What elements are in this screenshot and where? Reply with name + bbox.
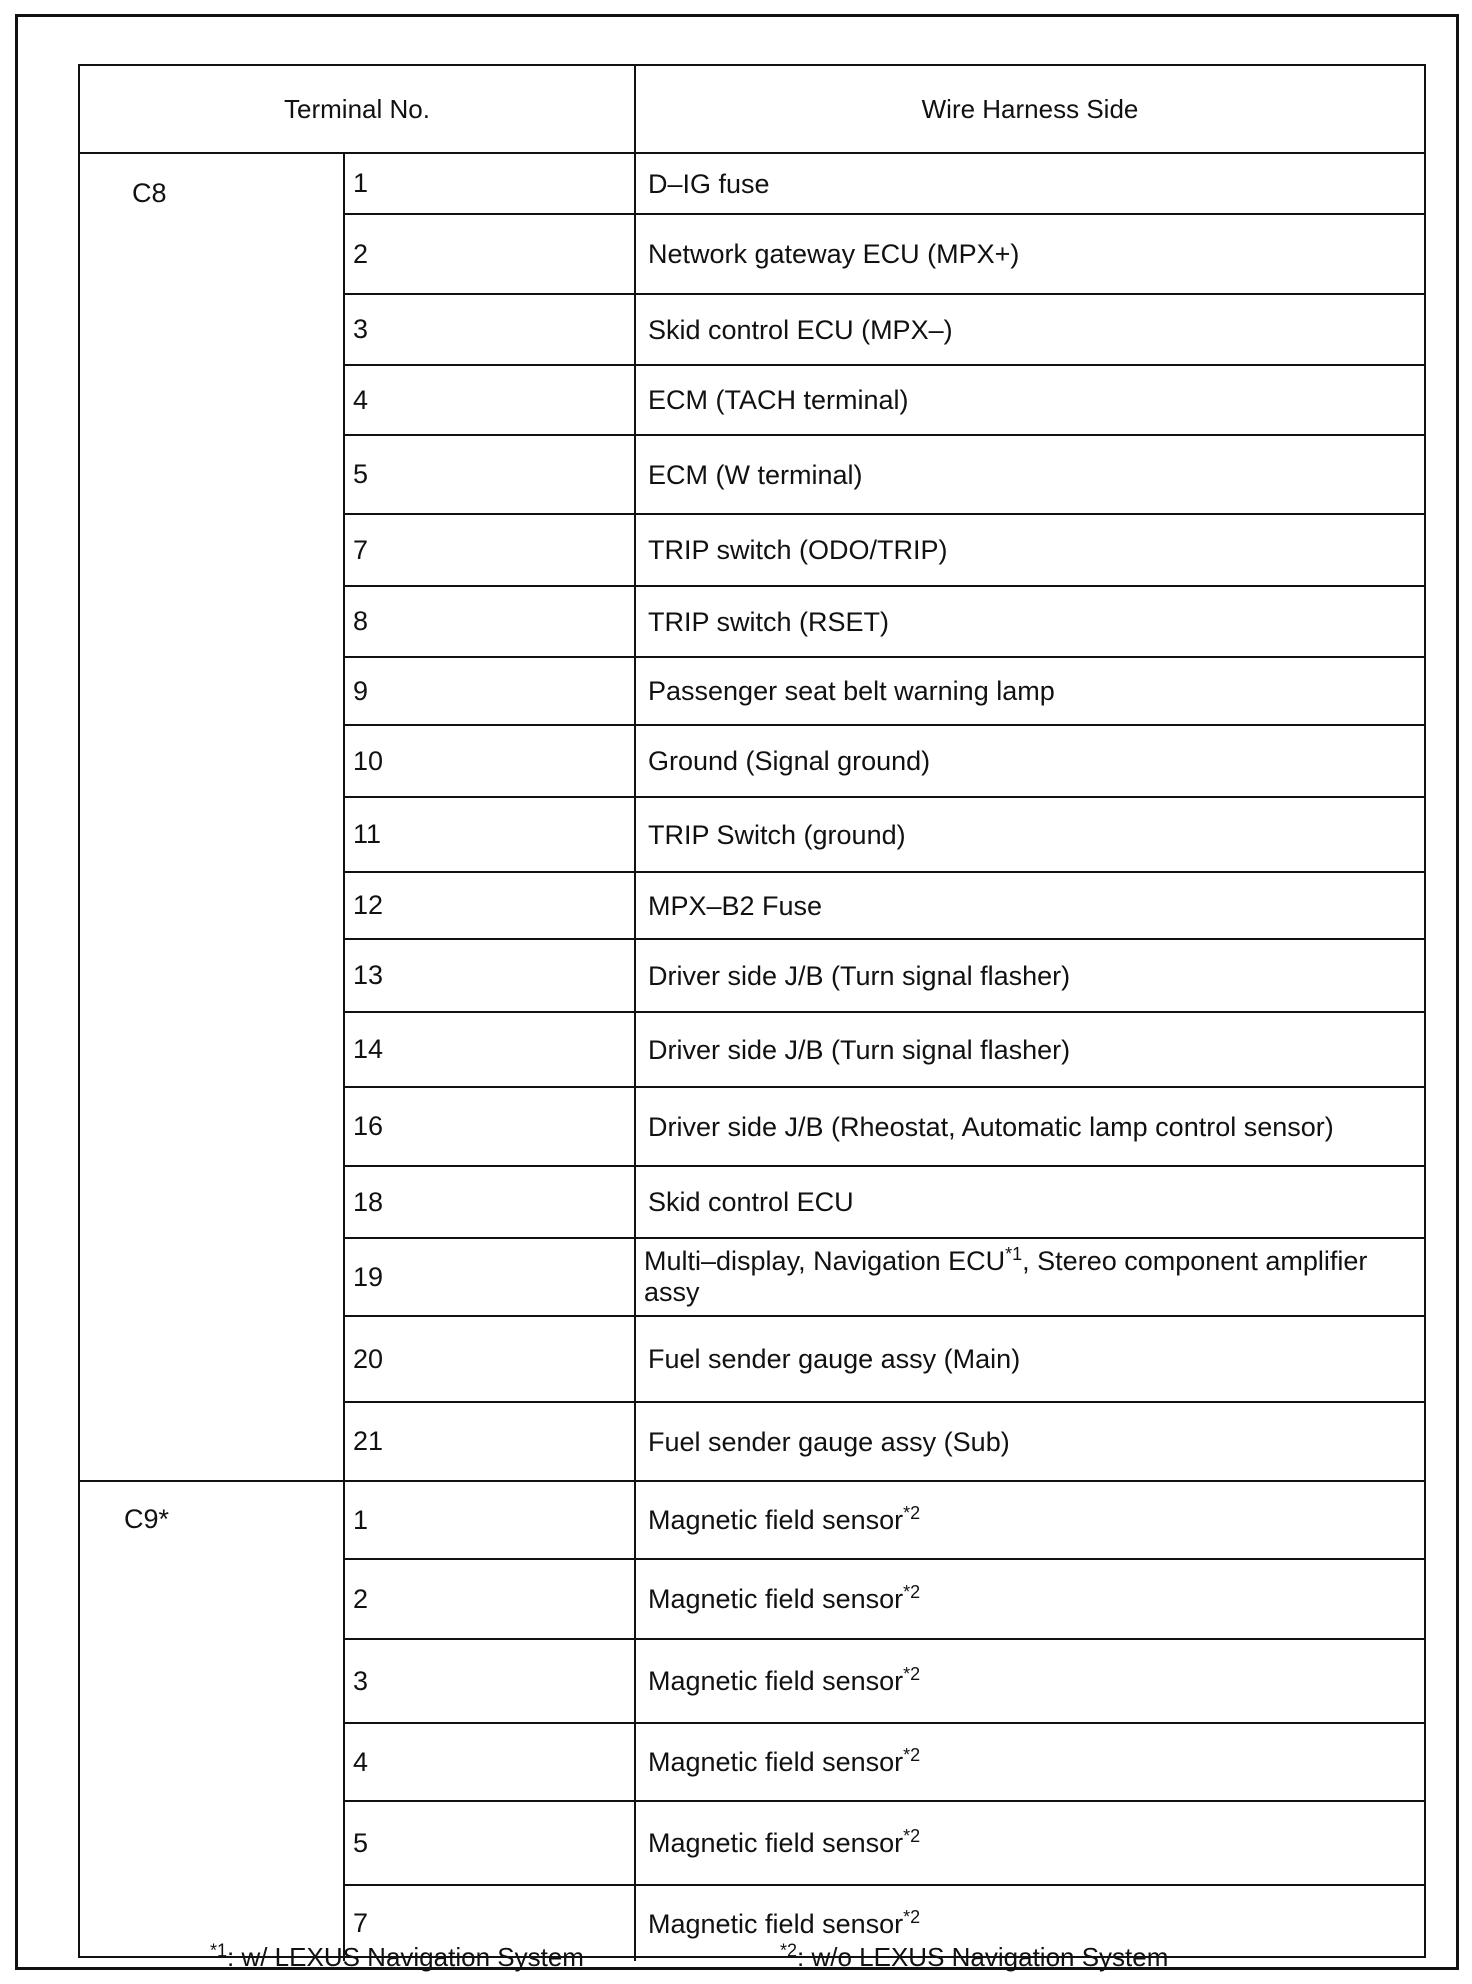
connector-label: C9*	[124, 1504, 170, 1534]
wire-harness-side-cell	[636, 1640, 1424, 1722]
description-text: Magnetic field sensor	[648, 1505, 904, 1535]
table-row	[345, 1167, 1424, 1239]
table-row	[345, 726, 1424, 798]
description-text: Magnetic field sensor	[648, 1584, 904, 1614]
footnote-ref: *2	[903, 1906, 921, 1927]
terminal-pin: 7	[345, 515, 636, 585]
table-row	[345, 215, 1424, 295]
terminal-pin: 9	[345, 658, 636, 724]
wire-harness-text	[648, 1424, 1010, 1460]
table-row	[345, 1560, 1424, 1640]
wire-harness-text	[648, 382, 909, 418]
table-row	[345, 1013, 1424, 1088]
terminal-pin: 2	[345, 215, 636, 293]
terminal-pin: 3	[345, 295, 636, 364]
footnote-ref: *2	[903, 1582, 921, 1602]
wire-harness-side-cell	[636, 873, 1424, 938]
wire-harness-side-cell	[636, 1802, 1424, 1884]
terminal-pin: 1	[345, 1482, 636, 1558]
wire-harness-text	[648, 1663, 920, 1699]
wire-harness-side-cell	[636, 798, 1424, 871]
terminal-pin: 1	[345, 154, 636, 213]
terminal-pin: 8	[345, 587, 636, 656]
wire-harness-side-cell	[636, 366, 1424, 434]
wire-harness-text	[648, 457, 863, 493]
wire-harness-text	[648, 958, 1070, 994]
wire-harness-side-cell	[636, 1724, 1424, 1800]
description-text: ECM (W terminal)	[648, 459, 863, 490]
table-row	[345, 515, 1424, 587]
connector-c8-cell	[80, 154, 345, 1482]
terminal-pin: 11	[345, 798, 636, 871]
description-text: Passenger seat belt warning lamp	[648, 676, 1055, 706]
table-row	[345, 1317, 1424, 1403]
wire-harness-text	[648, 1581, 920, 1617]
footnote-1	[210, 1942, 584, 1973]
wire-harness-text	[648, 166, 770, 202]
table-row	[345, 1088, 1424, 1167]
terminal-table	[78, 64, 1426, 1961]
terminal-pin: 13	[345, 940, 636, 1011]
footnote-mark: *1	[210, 1940, 228, 1961]
terminal-pin: 5	[345, 1802, 636, 1884]
wire-harness-side-cell	[636, 515, 1424, 585]
description-text: D–IG fuse	[648, 168, 770, 199]
wire-harness-text	[648, 532, 948, 568]
wire-harness-text	[648, 1184, 854, 1220]
table-row	[345, 587, 1424, 658]
wire-harness-side-cell	[636, 1560, 1424, 1638]
terminal-pin: 4	[345, 366, 636, 434]
description-text: TRIP Switch (ground)	[648, 819, 906, 850]
table-row	[345, 658, 1424, 726]
table-row	[345, 1802, 1424, 1886]
footnote-ref: *2	[903, 1664, 921, 1684]
wire-harness-text	[644, 1246, 1416, 1308]
wire-harness-side-cell	[636, 658, 1424, 724]
connector-c9-cell	[80, 1482, 345, 1961]
wire-harness-side-cell	[636, 295, 1424, 364]
connector-label: C8	[132, 178, 167, 208]
terminal-pin: 7	[345, 1886, 636, 1961]
wire-harness-side-cell	[636, 436, 1424, 513]
wire-harness-text	[648, 604, 889, 640]
footnotes	[60, 1940, 1408, 1978]
header-wire-harness-side: Wire Harness Side	[636, 66, 1424, 154]
wire-harness-side-cell	[636, 1239, 1424, 1315]
wire-harness-text	[648, 673, 1055, 709]
footnote-ref: *2	[903, 1745, 921, 1765]
terminal-pin: 4	[345, 1724, 636, 1800]
wire-harness-text	[648, 1341, 1020, 1377]
terminal-pin: 3	[345, 1640, 636, 1722]
footnote-mark: *2	[780, 1940, 798, 1961]
table-row	[345, 1640, 1424, 1724]
wire-harness-side-cell	[636, 215, 1424, 293]
wire-harness-side-cell	[636, 726, 1424, 796]
table-row	[345, 940, 1424, 1013]
table-row	[345, 295, 1424, 366]
terminal-pin: 14	[345, 1013, 636, 1086]
table-row	[345, 366, 1424, 436]
table-row	[345, 154, 1424, 215]
wire-harness-side-cell	[636, 154, 1424, 213]
description-text: TRIP switch (RSET)	[648, 606, 890, 637]
table-row	[345, 436, 1424, 515]
wire-harness-side-cell	[636, 1403, 1424, 1480]
description-text: ECM (TACH terminal)	[648, 385, 909, 415]
description-text: TRIP switch (ODO/TRIP)	[648, 535, 948, 565]
description-text: Ground (Signal ground)	[648, 746, 931, 776]
table-row	[345, 1239, 1424, 1317]
description-text: Magnetic field sensor	[648, 1908, 904, 1939]
wire-harness-side-cell	[636, 1013, 1424, 1086]
wire-harness-text	[648, 312, 953, 348]
wire-harness-side-cell	[636, 1088, 1424, 1165]
wire-harness-text	[648, 1906, 920, 1942]
wire-harness-side-cell	[636, 1482, 1424, 1558]
wire-harness-text	[648, 1502, 920, 1538]
description-text-continued: , Stereo component amplifier assy	[644, 1246, 1368, 1307]
wire-harness-side-cell	[636, 1317, 1424, 1401]
footnote-2	[780, 1942, 1168, 1973]
description-text: Driver side J/B (Turn signal flasher)	[648, 1034, 1071, 1065]
description-text: Driver side J/B (Turn signal flasher)	[648, 960, 1071, 991]
table-row	[345, 1403, 1424, 1482]
footnote-text: : w/ LEXUS Navigation System	[227, 1942, 584, 1972]
terminal-pin: 5	[345, 436, 636, 513]
wire-harness-text	[648, 1744, 920, 1780]
footnote-ref: *2	[903, 1503, 921, 1523]
header-terminal-no: Terminal No.	[80, 66, 636, 154]
description-text: Fuel sender gauge assy (Sub)	[648, 1426, 1010, 1457]
wire-harness-text	[648, 743, 930, 779]
description-text: Magnetic field sensor	[648, 1828, 904, 1858]
terminal-pin: 19	[345, 1239, 636, 1315]
wire-harness-text	[648, 1032, 1070, 1068]
terminal-pin: 20	[345, 1317, 636, 1401]
wire-harness-text	[648, 236, 1019, 272]
description-text: Magnetic field sensor	[648, 1666, 904, 1696]
terminal-pin: 2	[345, 1560, 636, 1638]
terminal-pin: 18	[345, 1167, 636, 1237]
table-row	[345, 873, 1424, 940]
description-text: Fuel sender gauge assy (Main)	[648, 1344, 1021, 1374]
description-text: Multi–display, Navigation ECU	[644, 1246, 1006, 1276]
description-text: Driver side J/B (Rheostat, Automatic lamp control sensor)	[648, 1111, 1334, 1142]
description-text: Skid control ECU (MPX–)	[648, 314, 953, 345]
terminal-pin: 10	[345, 726, 636, 796]
description-text: Network gateway ECU (MPX+)	[648, 239, 1020, 269]
terminal-pin: 12	[345, 873, 636, 938]
wire-harness-text	[648, 817, 906, 853]
wire-harness-text	[648, 1109, 1334, 1145]
table-row	[345, 1724, 1424, 1802]
description-text: Skid control ECU	[648, 1187, 854, 1217]
wire-harness-side-cell	[636, 940, 1424, 1011]
wire-harness-text	[648, 1825, 920, 1861]
terminal-pin: 16	[345, 1088, 636, 1165]
terminal-pin: 21	[345, 1403, 636, 1480]
table-row	[345, 798, 1424, 873]
wire-harness-side-cell	[636, 587, 1424, 656]
footnote-ref: *1	[1005, 1244, 1023, 1264]
footnote-ref: *2	[903, 1826, 921, 1846]
footnote-text: : w/o LEXUS Navigation System	[797, 1942, 1169, 1972]
description-text: Magnetic field sensor	[648, 1747, 904, 1777]
wire-harness-side-cell	[636, 1167, 1424, 1237]
wire-harness-text	[648, 888, 822, 924]
page-frame	[15, 14, 1459, 1970]
description-text: MPX–B2 Fuse	[648, 890, 823, 921]
table-row	[345, 1482, 1424, 1560]
